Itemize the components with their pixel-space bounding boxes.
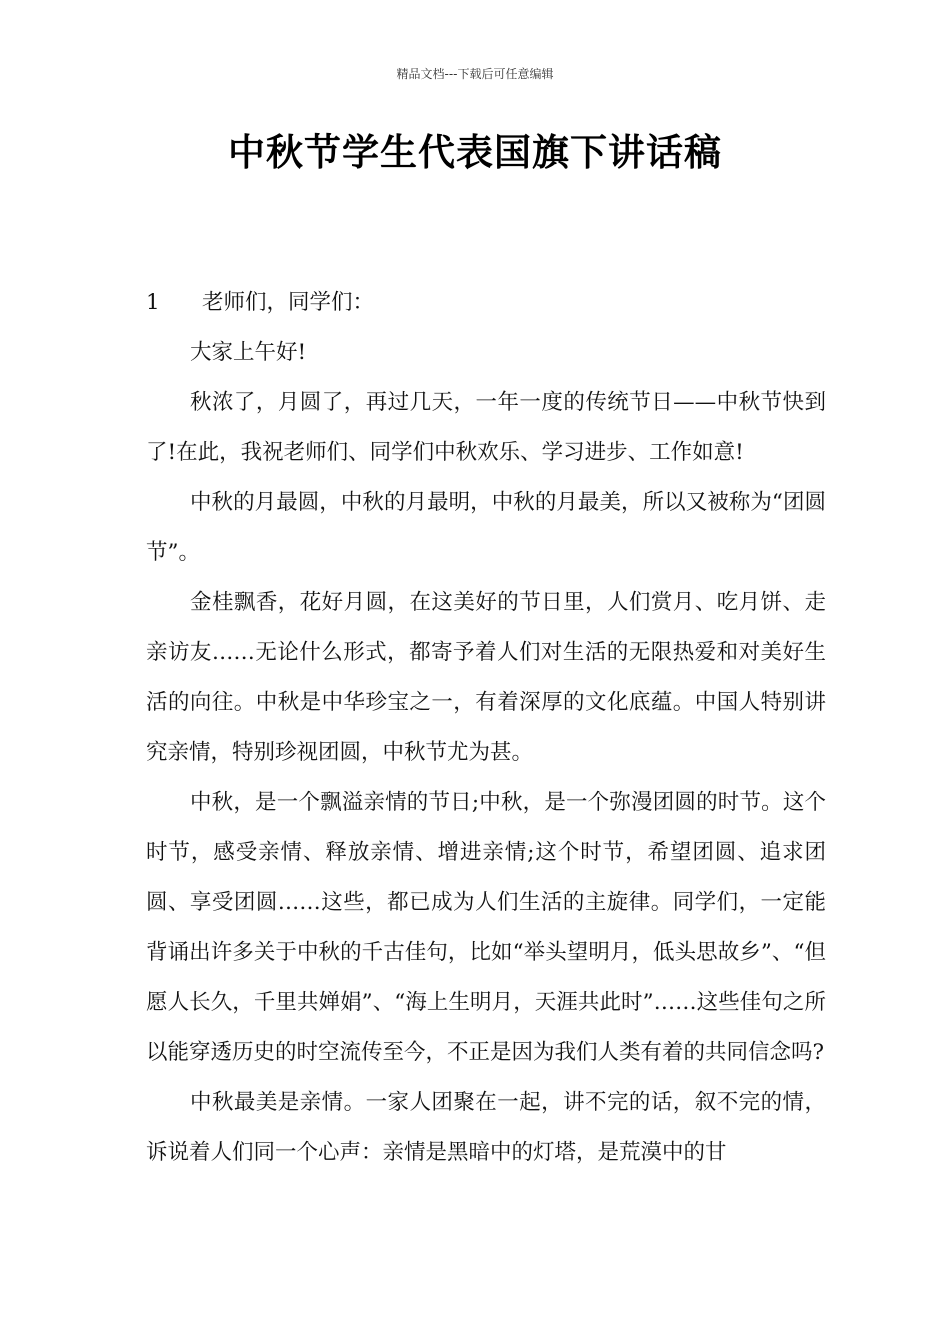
paragraph: 中秋，是一个飘溢亲情的节日;中秋，是一个弥漫团圆的时节。这个时节，感受亲情、释放亲情、增进亲情;这个时节，希望团圆、追求团圆、享受团圆……这些，都已成为人们生活的主旋律。同学们，一定能背诵出许多关于中秋的千古佳句，比如“举头望明月，低头思故乡”、“但愿人长久，千里共婵娟”、“海上生明月，天涯共此时”……这些佳句之所以能穿透历史的时空流传至今，不正是因为我们人类有着的共同信念吗? <box>146 790 826 1065</box>
greeting-line <box>146 278 826 328</box>
paragraph: 中秋的月最圆，中秋的月最明，中秋的月最美，所以又被称为“团圆节”。 <box>146 490 826 565</box>
greeting-text: 老师们，同学们： <box>202 290 375 315</box>
paragraph: 中秋最美是亲情。一家人团聚在一起，讲不完的话，叙不完的情，诉说着人们同一个心声：亲情是黑暗中的灯塔，是荒漠中的甘 <box>146 1090 826 1165</box>
paragraph: 金桂飘香，花好月圆，在这美好的节日里，人们赏月、吃月饼、走亲访友……无论什么形式，都寄予着人们对生活的无限热爱和对美好生活的向往。中秋是中华珍宝之一，有着深厚的文化底蕴。中国人特别讲究亲情，特别珍视团圆，中秋节尤为甚。 <box>146 590 826 765</box>
list-number: 1 <box>146 290 160 315</box>
document-body <box>146 278 826 1178</box>
paragraph: 大家上午好! <box>190 340 307 365</box>
document-title: 中秋节学生代表国旗下讲话稿 <box>228 131 722 174</box>
paragraph: 秋浓了，月圆了，再过几天，一年一度的传统节日——中秋节快到了!在此，我祝老师们、同学们中秋欢乐、学习进步、工作如意! <box>146 390 826 465</box>
header-note: 精品文档---下载后可任意编辑 <box>396 67 554 81</box>
